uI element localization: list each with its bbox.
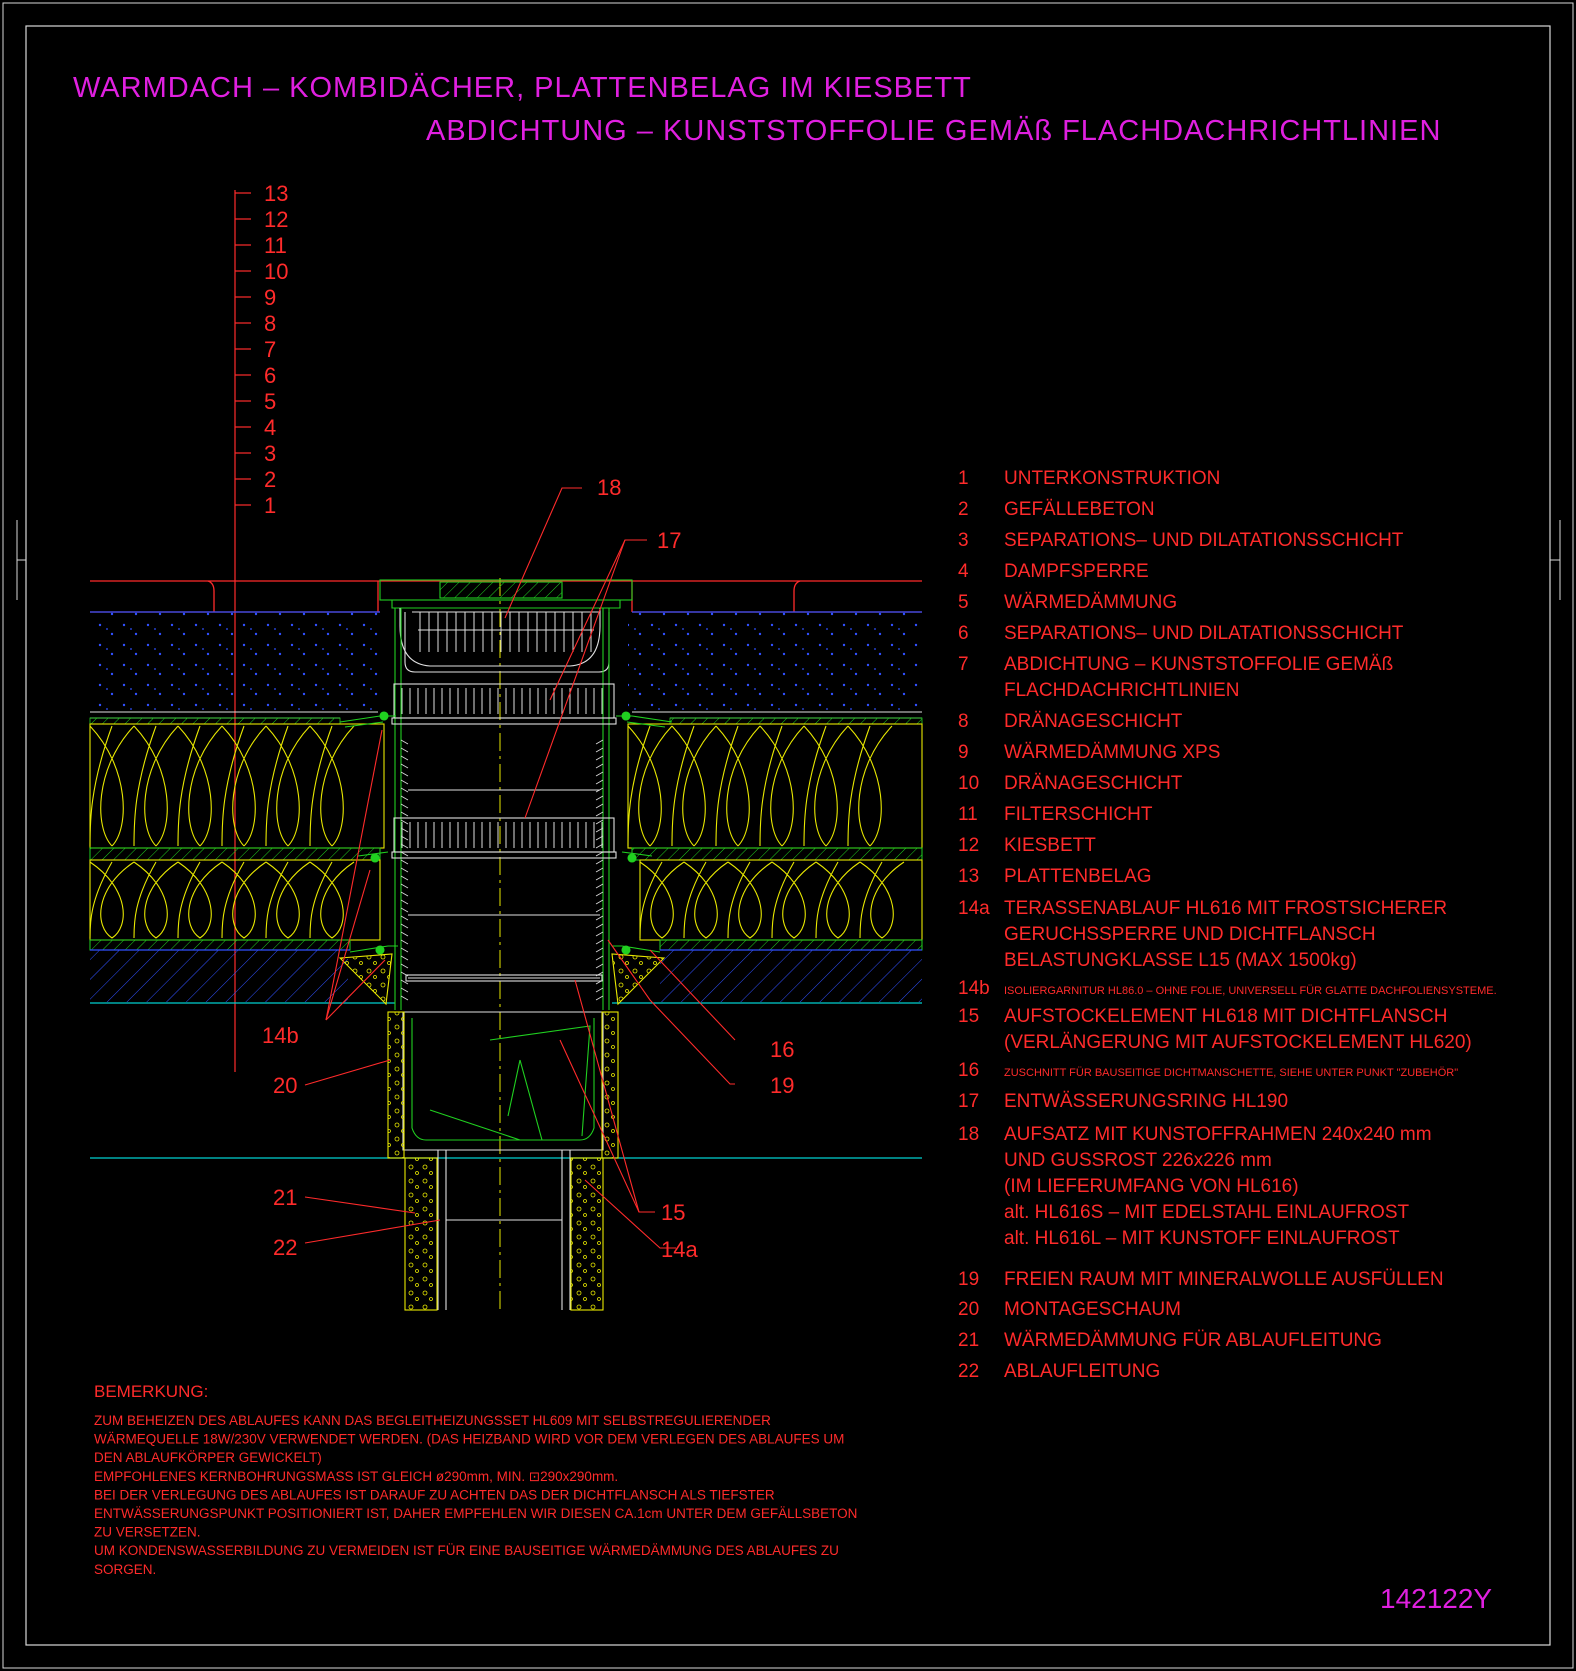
scale-label: 5	[264, 389, 277, 414]
drainage-layer-lower-right	[660, 940, 922, 950]
legend-text: DRÄNAGESCHICHT	[1004, 773, 1183, 794]
gravel-bed-left	[90, 612, 382, 712]
callout-leaders	[305, 488, 735, 1248]
legend-number: 22	[958, 1361, 980, 1382]
legend-text: ISOLIERGARNITUR HL86.0 – OHNE FOLIE, UNIVERSELL FÜR GLATTE DACHFOLIENSYSTEME.	[1004, 985, 1497, 997]
scale-label: 2	[264, 467, 277, 492]
legend-text: TERASSENABLAUF HL616 MIT FROSTSICHERER	[1004, 898, 1448, 919]
legend-text: AUFSATZ MIT KUNSTOFFRAHMEN 240x240 mm	[1004, 1124, 1432, 1145]
scale-label: 7	[264, 337, 277, 362]
remark-line: ZU VERSETZEN.	[94, 1524, 201, 1540]
inner-frame	[26, 26, 1550, 1645]
legend-number: 1	[958, 468, 969, 489]
legend-text: ABLAUFLEITUNG	[1004, 1361, 1161, 1382]
legend-number: 18	[958, 1124, 980, 1145]
legend-number: 8	[958, 711, 969, 732]
legend-text: UNTERKONSTRUKTION	[1004, 468, 1221, 489]
legend-text: KIESBETT	[1004, 835, 1096, 856]
callout-16: 16	[770, 1037, 795, 1062]
callout-15: 15	[661, 1200, 686, 1225]
title-line-1: WARMDACH – KOMBIDÄCHER, PLATTENBELAG IM KIESBETT	[73, 72, 972, 104]
remark-line: BEI DER VERLEGUNG DES ABLAUFES IST DARAUF ZU ACHTEN DAS DER DICHTFLANSCH ALS TIEFSTER	[94, 1487, 775, 1503]
legend-text: (VERLÄNGERUNG MIT AUFSTOCKELEMENT HL620)	[1004, 1032, 1472, 1053]
legend-text: SEPARATIONS– UND DILATATIONSSCHICHT	[1004, 623, 1404, 644]
xps-insulation-lower	[90, 860, 922, 940]
remark-line: ENTWÄSSERUNGSPUNKT POSITIONIERT IST, DAHER EMPFEHLEN WIR DIESEN CA.1cm UNTER DEM GEFÄLLSBETON	[94, 1506, 858, 1521]
legend-text: FILTERSCHICHT	[1004, 804, 1153, 825]
drain-body	[400, 1012, 606, 1150]
remark-line: WÄRMEQUELLE 18W/230V VERWENDET WERDEN. (DAS HEIZBAND WIRD VOR DEM VERLEGEN DES ABLAUFES UM	[94, 1431, 845, 1447]
legend-number: 9	[958, 742, 969, 763]
scale-label: 4	[264, 415, 277, 440]
legend-text: DRÄNAGESCHICHT	[1004, 711, 1183, 732]
remark-line: ZUM BEHEIZEN DES ABLAUFES KANN DAS BEGLEITHEIZUNGSSET HL609 MIT SELBSTREGULIERENDER	[94, 1413, 771, 1428]
callout-22: 22	[273, 1235, 298, 1260]
drainage-ring-lower	[392, 818, 616, 858]
drawing-code: 142122Y	[1380, 1583, 1493, 1614]
scale-label: 8	[264, 311, 277, 336]
legend-number: 3	[958, 530, 969, 551]
legend-text: BELASTUNGKLASSE L15 (MAX 1500kg)	[1004, 950, 1357, 971]
legend-text: ABDICHTUNG – KUNSTSTOFFOLIE GEMÄß	[1004, 654, 1394, 675]
legend-text: WÄRMEDÄMMUNG FÜR ABLAUFLEITUNG	[1004, 1330, 1382, 1351]
drainage-layer-upper-left	[90, 848, 380, 860]
legend-text: ENTWÄSSERUNGSRING HL190	[1004, 1091, 1289, 1112]
callout-18: 18	[597, 475, 622, 500]
legend-number: 11	[958, 804, 978, 825]
callout-20: 20	[273, 1073, 298, 1098]
drainage-layer-upper-right	[632, 848, 922, 860]
legend-number: 12	[958, 835, 980, 856]
roof-section	[90, 581, 922, 1158]
title-line-2: ABDICHTUNG – KUNSTSTOFFOLIE GEMÄß FLACHDACHRICHTLINIEN	[426, 115, 1442, 147]
scale-label: 3	[264, 441, 277, 466]
legend-number: 16	[958, 1060, 980, 1081]
legend-number: 4	[958, 561, 969, 582]
gravel-bed-right	[628, 612, 922, 712]
legend-number: 19	[958, 1269, 980, 1290]
legend-number: 14a	[958, 898, 990, 919]
legend-number: 2	[958, 499, 969, 520]
remark-line: DEN ABLAUFKÖRPER GEWICKELT)	[94, 1450, 322, 1466]
legend-text: DAMPFSPERRE	[1004, 561, 1149, 582]
legend-number: 7	[958, 654, 969, 675]
scale-label: 6	[264, 363, 277, 388]
legend-text: AUFSTOCKELEMENT HL618 MIT DICHTFLANSCH	[1004, 1006, 1448, 1027]
legend-number: 15	[958, 1006, 980, 1027]
callout-17: 17	[657, 528, 682, 553]
legend-text: alt. HL616L – MIT KUNSTOFF EINLAUFROST	[1004, 1228, 1400, 1249]
legend-number: 5	[958, 592, 969, 613]
legend-number: 20	[958, 1299, 980, 1320]
legend-text: GEFÄLLEBETON	[1004, 499, 1155, 520]
drainage-layer-lower-left	[90, 940, 350, 950]
legend-number: 21	[958, 1330, 980, 1351]
legend-text: FREIEN RAUM MIT MINERALWOLLE AUSFÜLLEN	[1004, 1269, 1444, 1290]
legend-text: WÄRMEDÄMMUNG XPS	[1004, 742, 1221, 763]
remark-text	[94, 1413, 857, 1577]
remark-line: UM KONDENSWASSERBILDUNG ZU VERMEIDEN IST FÜR EINE BAUSEITIGE WÄRMEDÄMMUNG DES ABLAUFES ZU	[94, 1543, 839, 1559]
remark-line: EMPFOHLENES KERNBOHRUNGSMASS IST GLEICH ø290mm, MIN. ⊡290x290mm.	[94, 1468, 619, 1484]
scale-label: 12	[264, 207, 289, 232]
scale-label: 10	[264, 259, 289, 284]
outlet-pipe	[405, 1150, 603, 1310]
remark-heading: BEMERKUNG:	[94, 1382, 209, 1401]
remark-line: SORGEN.	[94, 1561, 157, 1577]
legend-text: WÄRMEDÄMMUNG	[1004, 592, 1178, 613]
terrace-drain	[340, 578, 672, 1310]
scale-label: 13	[264, 181, 289, 206]
legend-text: MONTAGESCHAUM	[1004, 1299, 1181, 1320]
scale-label: 11	[264, 233, 287, 258]
callout-19: 19	[770, 1073, 795, 1098]
legend-text: UND GUSSROST 226x226 mm	[1004, 1150, 1272, 1171]
callout-21: 21	[273, 1185, 298, 1210]
legend-number: 17	[958, 1091, 980, 1112]
extension-element	[395, 608, 609, 1010]
legend-number: 6	[958, 623, 969, 644]
drainage-ring-upper	[392, 684, 616, 724]
legend-text: PLATTENBELAG	[1004, 866, 1152, 887]
thermal-insulation-right	[660, 950, 922, 1002]
legend-text: (IM LIEFERUMFANG VON HL616)	[1004, 1176, 1299, 1197]
scale-label: 9	[264, 285, 277, 310]
legend-text: ZUSCHNITT FÜR BAUSEITIGE DICHTMANSCHETTE, SIEHE UNTER PUNKT "ZUBEHÖR"	[1004, 1067, 1459, 1079]
mounting-foam-left	[388, 1012, 404, 1158]
legend-text: GERUCHSSPERRE UND DICHTFLANSCH	[1004, 924, 1376, 945]
legend-number: 13	[958, 866, 980, 887]
legend	[958, 468, 1497, 1382]
scale-label: 1	[264, 493, 277, 518]
legend-number: 10	[958, 773, 980, 794]
legend-text: SEPARATIONS– UND DILATATIONSSCHICHT	[1004, 530, 1404, 551]
thermal-insulation-left	[90, 950, 348, 1002]
legend-number: 14b	[958, 978, 990, 999]
callout-14b: 14b	[262, 1023, 299, 1048]
callout-14a: 14a	[661, 1237, 698, 1262]
legend-text: alt. HL616S – MIT EDELSTAHL EINLAUFROST	[1004, 1202, 1410, 1223]
legend-text: FLACHDACHRICHTLINIEN	[1004, 680, 1240, 701]
